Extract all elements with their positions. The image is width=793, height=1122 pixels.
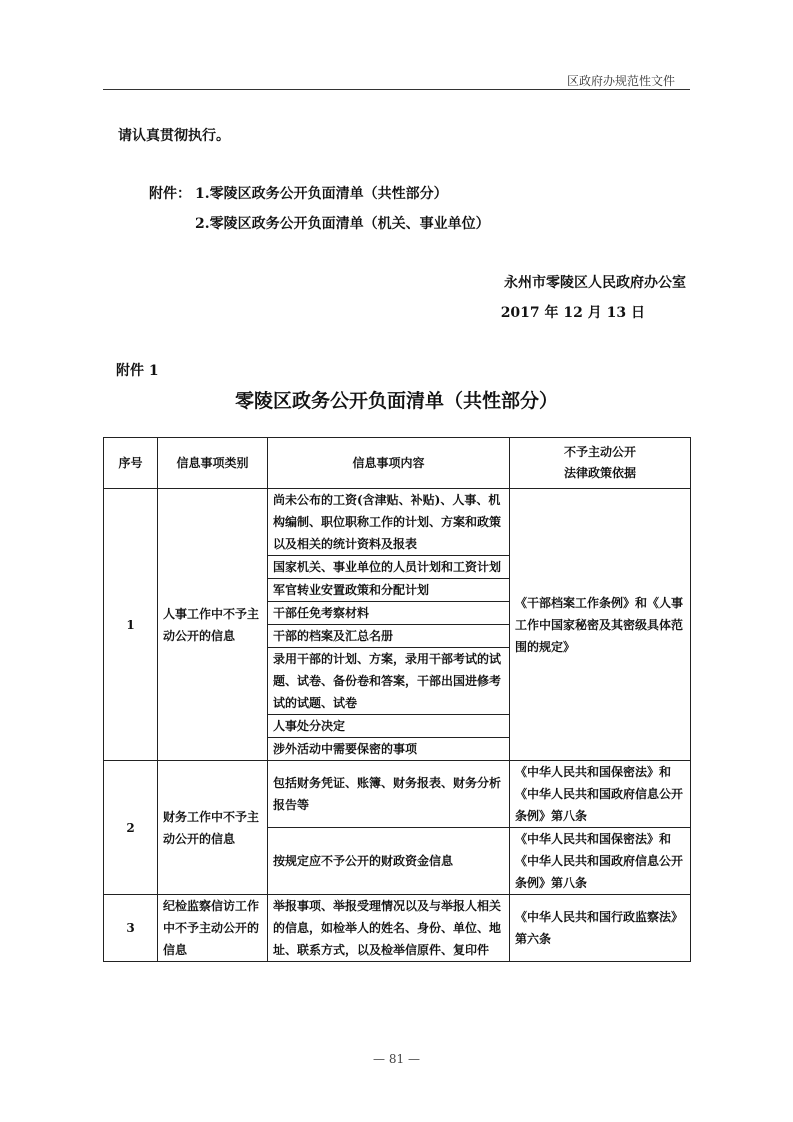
- header-basis: 不予主动公开 法律政策依据: [510, 438, 691, 489]
- header-rule: [103, 89, 690, 90]
- basis-cell: 《中华人民共和国保密法》和《中华人民共和国政府信息公开条例》第八条: [510, 828, 691, 895]
- basis-cell: 《中华人民共和国行政监察法》第六条: [510, 895, 691, 962]
- row-no: 2: [104, 761, 158, 895]
- basis-cell: 《中华人民共和国保密法》和《中华人民共和国政府信息公开条例》第八条: [510, 761, 691, 828]
- content-cell: 尚未公布的工资(含津贴、补贴)、人事、机构编制、职位职称工作的计划、方案和政策以及相关的统计资料及报表: [268, 489, 510, 556]
- content-cell: 军官转业安置政策和分配计划: [268, 579, 510, 602]
- row-category: 财务工作中不予主动公开的信息: [158, 761, 268, 895]
- content-cell: 干部的档案及汇总名册: [268, 625, 510, 648]
- content-cell: 录用干部的计划、方案，录用干部考试的试题、试卷、备份卷和答案，干部出国进修考试的试题、试卷: [268, 648, 510, 715]
- page-number: — 81 —: [373, 1052, 420, 1066]
- content-cell: 涉外活动中需要保密的事项: [268, 738, 510, 761]
- issue-date: 2017 年 12 月 13 日: [500, 305, 645, 321]
- content-cell: 国家机关、事业单位的人员计划和工资计划: [268, 556, 510, 579]
- row-category: 人事工作中不予主动公开的信息: [158, 489, 268, 761]
- row-no: 3: [104, 895, 158, 962]
- closing-sentence: 请认真贯彻执行。: [118, 128, 230, 144]
- issuing-office: 永州市零陵区人民政府办公室: [504, 275, 686, 291]
- annex-label: 附件 1: [116, 363, 159, 379]
- row-no: 1: [104, 489, 158, 761]
- content-cell: 举报事项、举报受理情况以及与举报人相关的信息，如检举人的姓名、身份、单位、地址、联系方式，以及检举信原件、复印件: [268, 895, 510, 962]
- document-type-label: 区政府办规范性文件: [566, 74, 675, 88]
- table-row: [104, 895, 691, 962]
- basis-cell: 《干部档案工作条例》和《人事工作中国家秘密及其密级具体范围的规定》: [510, 489, 691, 761]
- content-cell: 包括财务凭证、账簿、财务报表、财务分析报告等: [268, 761, 510, 828]
- header-category: 信息事项类别: [158, 438, 268, 489]
- content-cell: 人事处分决定: [268, 715, 510, 738]
- content-cell: 按规定应不予公开的财政资金信息: [268, 828, 510, 895]
- attachment-1: 1.零陵区政务公开负面清单（共性部分）: [195, 186, 448, 202]
- header-no: 序号: [104, 438, 158, 489]
- attachment-2: 2.零陵区政务公开负面清单（机关、事业单位）: [195, 216, 490, 232]
- annex-title: 零陵区政务公开负面清单（共性部分）: [234, 390, 558, 412]
- content-cell: 干部任免考察材料: [268, 602, 510, 625]
- attachments-label: 附件：: [149, 186, 191, 202]
- table-header-row: [104, 438, 691, 489]
- negative-list-table: [103, 437, 691, 962]
- table-row: [104, 761, 691, 828]
- header-content: 信息事项内容: [268, 438, 510, 489]
- row-category: 纪检监察信访工作中不予主动公开的信息: [158, 895, 268, 962]
- table-row: [104, 489, 691, 556]
